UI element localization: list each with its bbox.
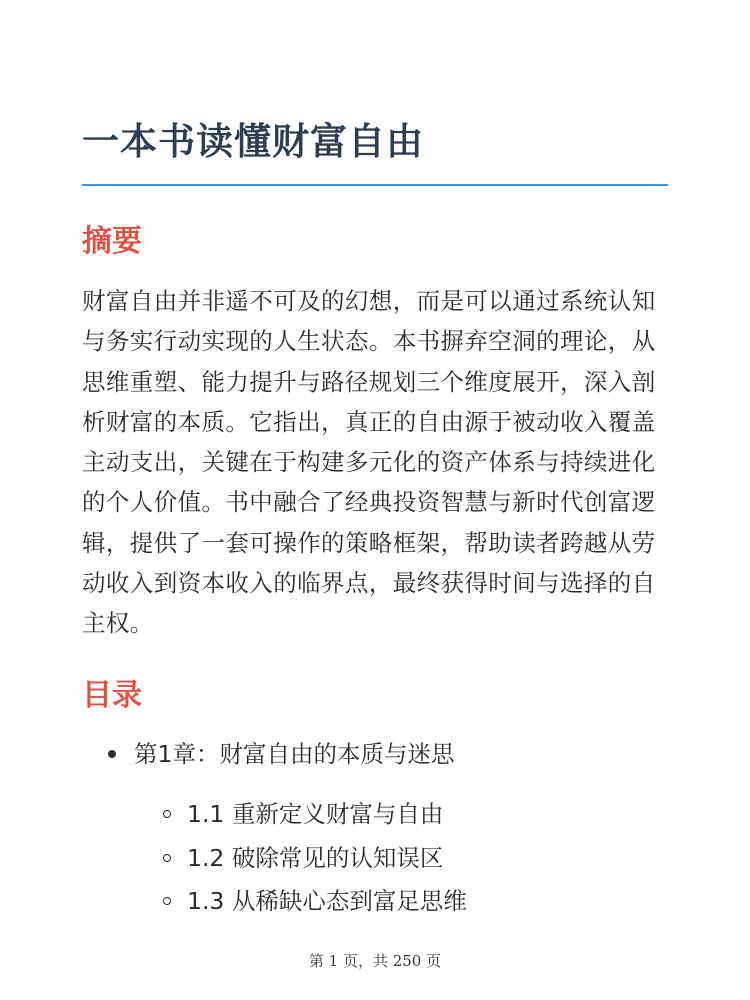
bullet-circle-icon: [163, 854, 171, 862]
abstract-heading: 摘要: [82, 224, 142, 259]
toc-section-label: 1.1 重新定义财富与自由: [187, 800, 444, 828]
toc-section-label: 1.2 破除常见的认知误区: [187, 844, 444, 872]
toc-section-item: [163, 838, 443, 878]
title-divider: [82, 184, 668, 186]
bullet-circle-icon: [163, 810, 171, 818]
bullet-disc-icon: [108, 750, 116, 758]
toc-chapter-label: 第1章：财富自由的本质与迷思: [134, 740, 455, 768]
toc-section-label: 1.3 从稀缺心态到富足思维: [187, 887, 467, 915]
abstract-paragraph: 财富自由并非遥不可及的幻想，而是可以通过系统认知与务实行动实现的人生状态。本书摒弃空洞的理论，从思维重塑、能力提升与路径规划三个维度展开，深入剖析财富的本质。它指出，真正的自由源于被动收入覆盖主动支出，关键在于构建多元化的资产体系与持续进化的个人价值。书中融合了经典投资智慧与新时代创富逻辑，提供了一套可操作的策略框架，帮助读者跨越从劳动收入到资本收入的临界点，最终获得时间与选择的自主权。: [82, 287, 656, 638]
book-title: 一本书读懂财富自由: [82, 120, 424, 163]
toc-chapter-item: [108, 734, 454, 774]
toc-heading: 目录: [82, 678, 142, 713]
toc-section-item: [163, 881, 467, 921]
toc-section-item: [163, 794, 443, 834]
page-footer: 第 1 页，共 250 页: [308, 952, 442, 970]
bullet-circle-icon: [163, 897, 171, 905]
